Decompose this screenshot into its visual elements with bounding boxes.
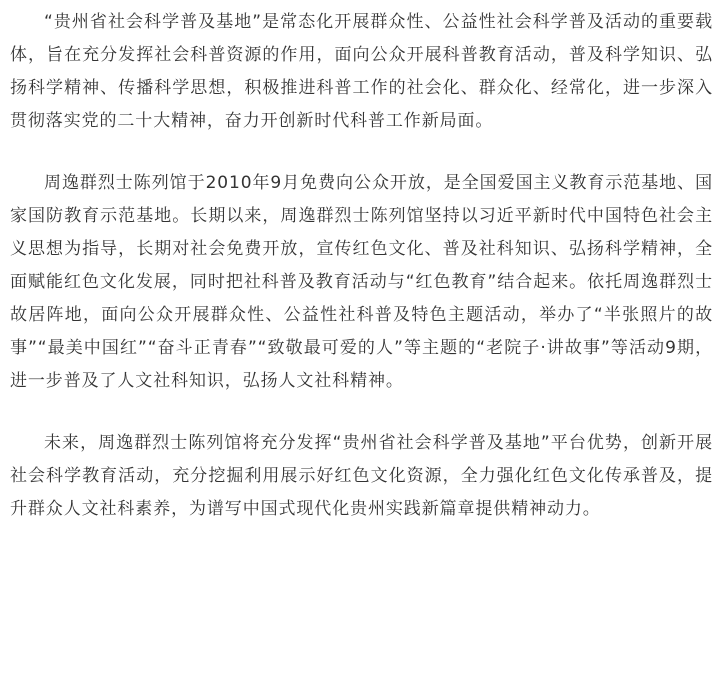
article-body: [10, 0, 713, 526]
paragraph-intro: “贵州省社会科学普及基地”是常态化开展群众性、公益性社会科学普及活动的重要载体，旨在充分发挥社会科普资源的作用，面向公众开展科普教育活动，普及科学知识、弘扬科学精神、传播科学思想，积极推进科普工作的社会化、群众化、经常化，进一步深入贯彻落实党的二十大精神，奋力开创新时代科普工作新局面。: [10, 12, 713, 131]
paragraph-future: 未来，周逸群烈士陈列馆将充分发挥“贵州省社会科学普及基地”平台优势，创新开展社会科学教育活动，充分挖掘利用展示好红色文化资源，全力强化红色文化传承普及，提升群众人文社科素养，为谱写中国式现代化贵州实践新篇章提供精神动力。: [10, 433, 713, 519]
paragraph-memorial-hall: 周逸群烈士陈列馆于2010年9月免费向公众开放，是全国爱国主义教育示范基地、国家国防教育示范基地。长期以来，周逸群烈士陈列馆坚持以习近平新时代中国特色社会主义思想为指导，长期对社会免费开放，宣传红色文化、普及社科知识、弘扬科学精神，全面赋能红色文化发展，同时把社科普及教育活动与“红色教育”结合起来。依托周逸群烈士故居阵地，面向公众开展群众性、公益性社科普及特色主题活动，举办了“半张照片的故事”“最美中国红”“奋斗正青春”“致敬最可爱的人”等主题的“老院子·讲故事”等活动9期，进一步普及了人文社科知识，弘扬人文社科精神。: [10, 173, 713, 391]
